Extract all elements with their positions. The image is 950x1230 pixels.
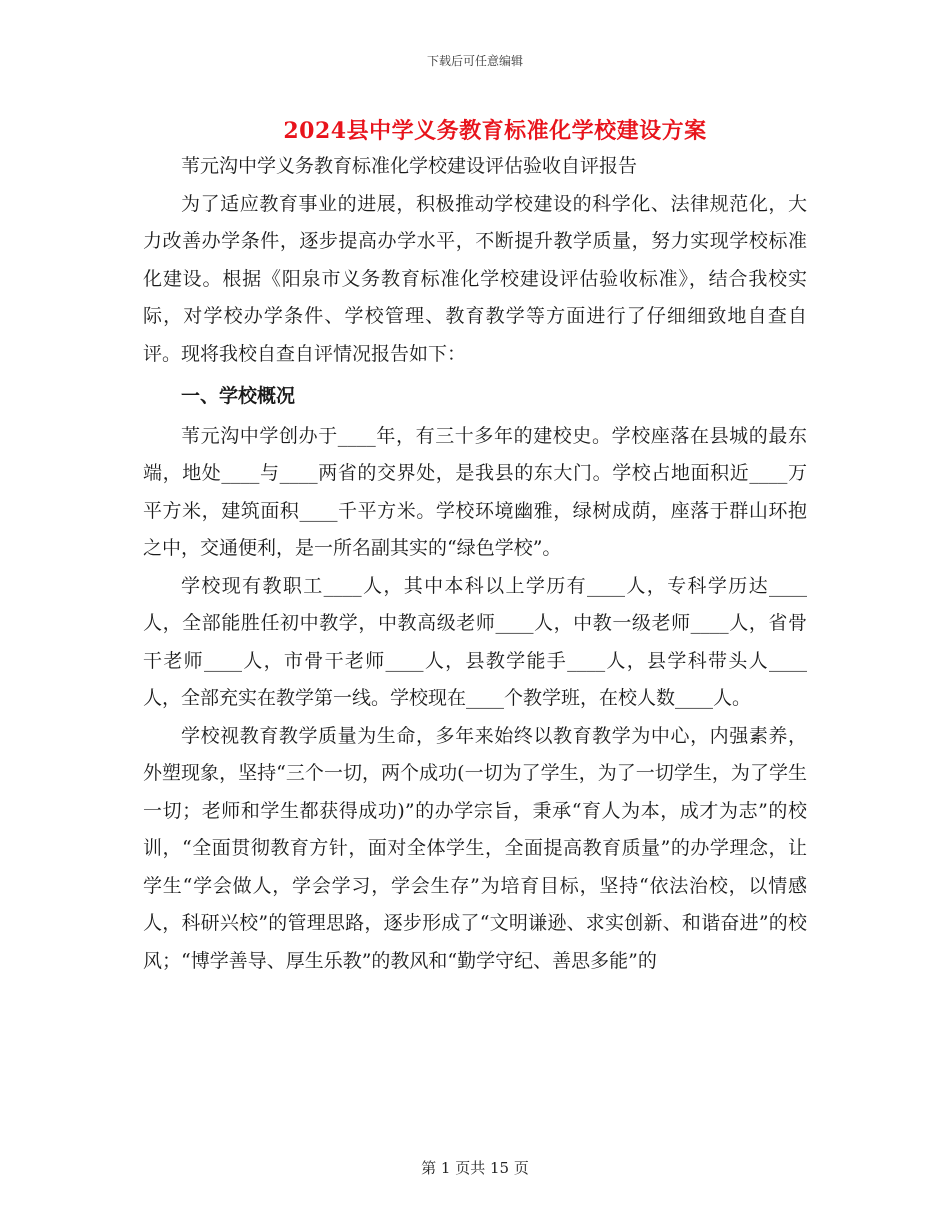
page-number: 第 1 页共 15 页 <box>421 1159 529 1177</box>
intro-paragraph: 为了适应教育事业的进展，积极推动学校建设的科学化、法律规范化，大力改善办学条件，逐步提高办学水平，不断提升教学质量，努力实现学校标准化建设。根据《阳泉市义务教育标准化学校建设评估验收标准》，结合我校实际，对学校办学条件、学校管理、教育教学等方面进行了仔细细致地自查自评。现将我校自查自评情况报告如下： <box>143 192 807 365</box>
staff-paragraph: 学校现有教职工____人，其中本科以上学历有____人，专科学历达____人，全部能胜任初中教学，中教高级老师____人，中教一级老师____人，省骨干老师____人，市骨干老师____人，县教学能手____人，县学科带头人____人，全部充实在教学第一线。学校现在____个教学班，在校人数____人。 <box>143 574 807 709</box>
school-overview-paragraph: 苇元沟中学创办于____年，有三十多年的建校史。学校座落在县城的最东端，地处____与____两省的交界处，是我县的东大门。学校占地面积近____万平方米，建筑面积____千平方米。学校环境幽雅，绿树成荫，座落于群山环抱之中，交通便利，是一所名副其实的“绿色学校”。 <box>143 424 807 559</box>
report-subtitle: 苇元沟中学义务教育标准化学校建设评估验收自评报告 <box>181 155 638 177</box>
document-title: 2024县中学义务教育标准化学校建设方案 <box>283 118 707 144</box>
download-note: 下载后可任意编辑 <box>426 54 523 68</box>
document-body <box>143 148 807 980</box>
section-heading: 一、学校概况 <box>181 385 296 407</box>
philosophy-paragraph: 学校视教育教学质量为生命，多年来始终以教育教学为中心，内强素养，外塑现象，坚持“三个一切，两个成功(一切为了学生，为了一切学生，为了学生一切；老师和学生都获得成功)”的办学宗旨，秉承“育人为本，成才为志”的校训，“全面贯彻教育方针，面对全体学生，全面提高教育质量”的办学理念，让学生“学会做人，学会学习，学会生存”为培育目标，坚持“依法治校，以情感人，科研兴校”的管理思路，逐步形成了“文明谦逊、求实创新、和谐奋进”的校风；“博学善导、厚生乐教”的教风和“勤学守纪、善思多能”的 <box>143 724 807 972</box>
